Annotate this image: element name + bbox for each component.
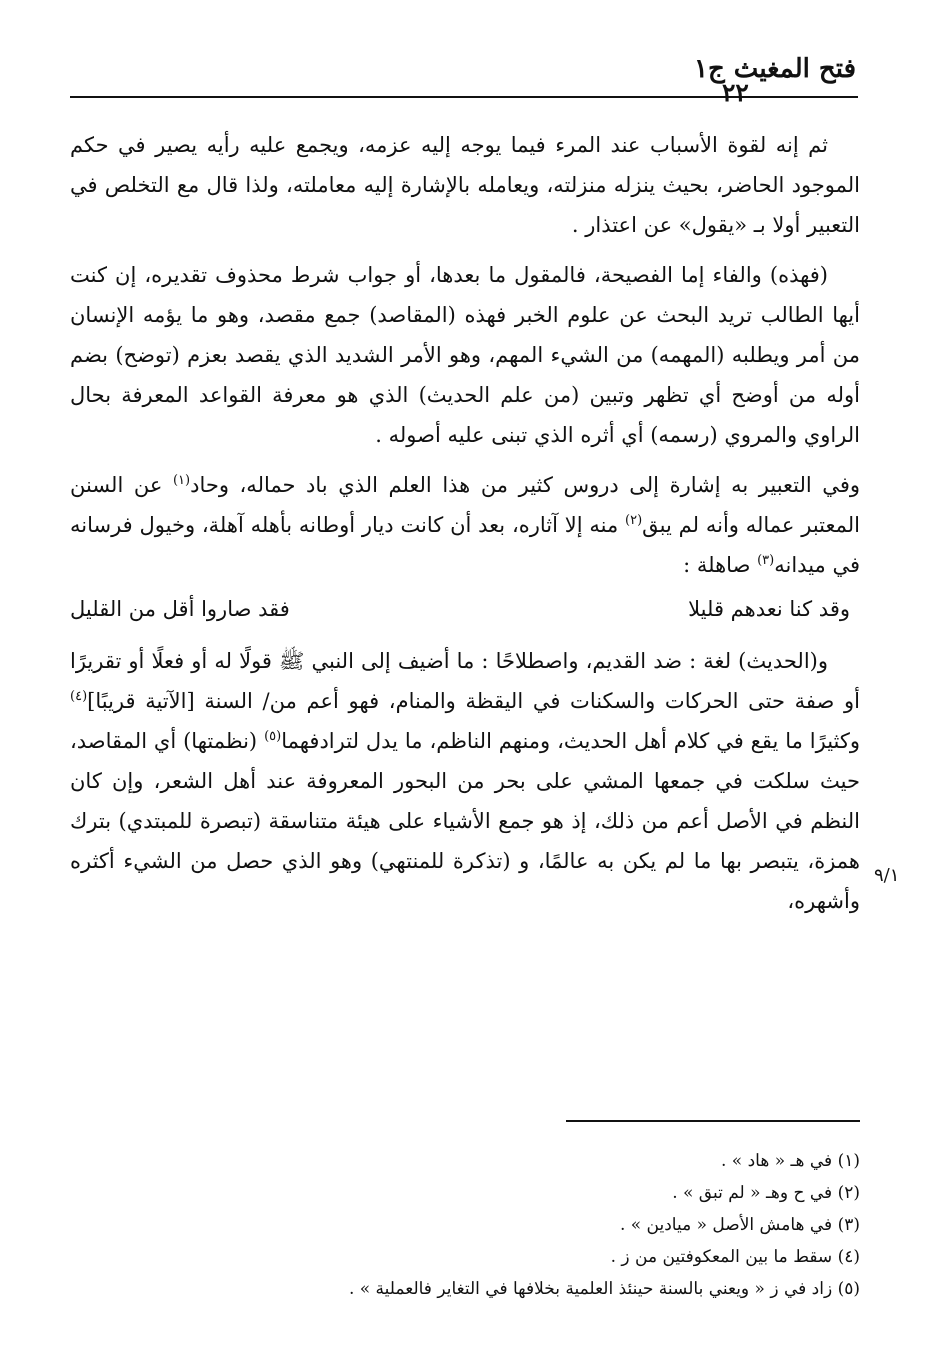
- paragraph-3-part-a: وفي التعبير به إشارة إلى دروس كثير من هذا العلم الذي باد حماله، وحاد: [190, 473, 860, 497]
- main-text: [70, 125, 860, 931]
- paragraph-4-part-b: وكثيرًا ما يقع في كلام أهل الحديث، ومنهم الناظم، ما يدل لترادفهما: [281, 729, 861, 753]
- footnotes: [70, 1145, 860, 1305]
- paragraph-3-part-b: عن السنن المعتبر عماله وأنه لم يبق: [70, 473, 861, 537]
- verse-second-hemistich: فقد صاروا أقل من القليل: [70, 597, 290, 621]
- page-number-dash: [792, 96, 850, 98]
- footnote-5: (٥) زاد في ز « ويعني بالسنة حينئذ العلمية بخلافها في التغاير فالعملية » .: [348, 1279, 860, 1299]
- footnote-ref-1: (١): [172, 473, 191, 488]
- footnote-ref-4: (٤): [70, 689, 88, 704]
- footnote-3: (٣) في هامش الأصل « ميادين » .: [619, 1215, 860, 1235]
- footnote-2: (٢) في ح وهـ « لم تبق » .: [672, 1183, 860, 1203]
- paragraph-1: ثم إنه لقوة الأسباب عند المرء فيما يوجه إليه عزمه، ويجمع عليه رأيه يصير في حكم الموجود الحاضر، بحيث ينزله منزلته، ويعامله بالإشارة إليه معاملته، ولذا قال مع التخلص في التعبير أولا بـ «يقول» عن اعتذار .: [70, 133, 860, 237]
- running-header-title: فتح المغيث ج١: [693, 54, 856, 84]
- footnote-4: (٤) سقط ما بين المعكوفتين من ز .: [610, 1247, 860, 1267]
- paragraph-2: (فهذه) والفاء إما الفصيحة، فالمقول ما بعدها، أو جواب شرط محذوف تقديره، إن كنت أيها الطالب تريد البحث عن علوم الخبر فهذه (المقاصد) جمع مقصد، وهو ما يؤمه الإنسان من أمر ويطلبه (المهمه) من الشيء المهم، وهو الأمر الشديد الذي يقصد بعزم (توضح) بضم أوله من أوضح أي تظهر وتبين (من علم الحديث) الذي هو معرفة القواعد المعرفة بحال الراوي والمروي (رسمه) أي أثره الذي تبنى عليه أصوله .: [70, 263, 860, 447]
- verse-first-hemistich: وقد كنا نعدهم قليلا: [688, 597, 850, 621]
- footnote-ref-2: (٢): [625, 513, 643, 528]
- footnote-ref-3: (٣): [757, 553, 775, 568]
- page-number: ٢٢: [722, 78, 749, 107]
- footnote-ref-5: (٥): [264, 729, 282, 744]
- footnote-1: (١) في هـ « هاد » .: [721, 1151, 860, 1171]
- footnote-separator: [566, 1120, 860, 1122]
- paragraph-4-part-a: و(الحديث) لغة : ضد القديم، واصطلاحًا : ما أضيف إلى النبي ﷺ قولًا له أو فعلًا أو تقريرًا أو صفة حتى الحركات والسكنات في اليقظة والمنام، فهو أعم من/ السنة [الآتية قريبًا]: [70, 649, 860, 713]
- paragraph-4-part-c: (نظمتها) أي المقاصد، حيث سلكت في جمعها المشي على بحر من البحور المعروفة عند أهل الشعر، وإن كان النظم في الأصل أعم من ذلك، إذ هو جمع الأشياء على هيئة متناسقة (تبصرة للمبتدي) بترك همزة، يتبصر بها ما لم يكن به عالمًا، و (تذكرة للمنتهي) وهو الذي حصل من الشيء أكثره وأشهره،: [70, 729, 860, 913]
- paragraph-3: [70, 465, 860, 585]
- paragraph-4: [70, 641, 860, 921]
- poetry-verse: [70, 589, 860, 629]
- manuscript-margin-note: ٩/١: [874, 865, 900, 886]
- paragraph-3-part-d: صاهلة :: [683, 553, 751, 577]
- paragraph-3-part-c: منه إلا آثاره، بعد أن كانت ديار أوطانه بأهله آهلة، وخيول فرسانه في ميدانه: [70, 513, 860, 577]
